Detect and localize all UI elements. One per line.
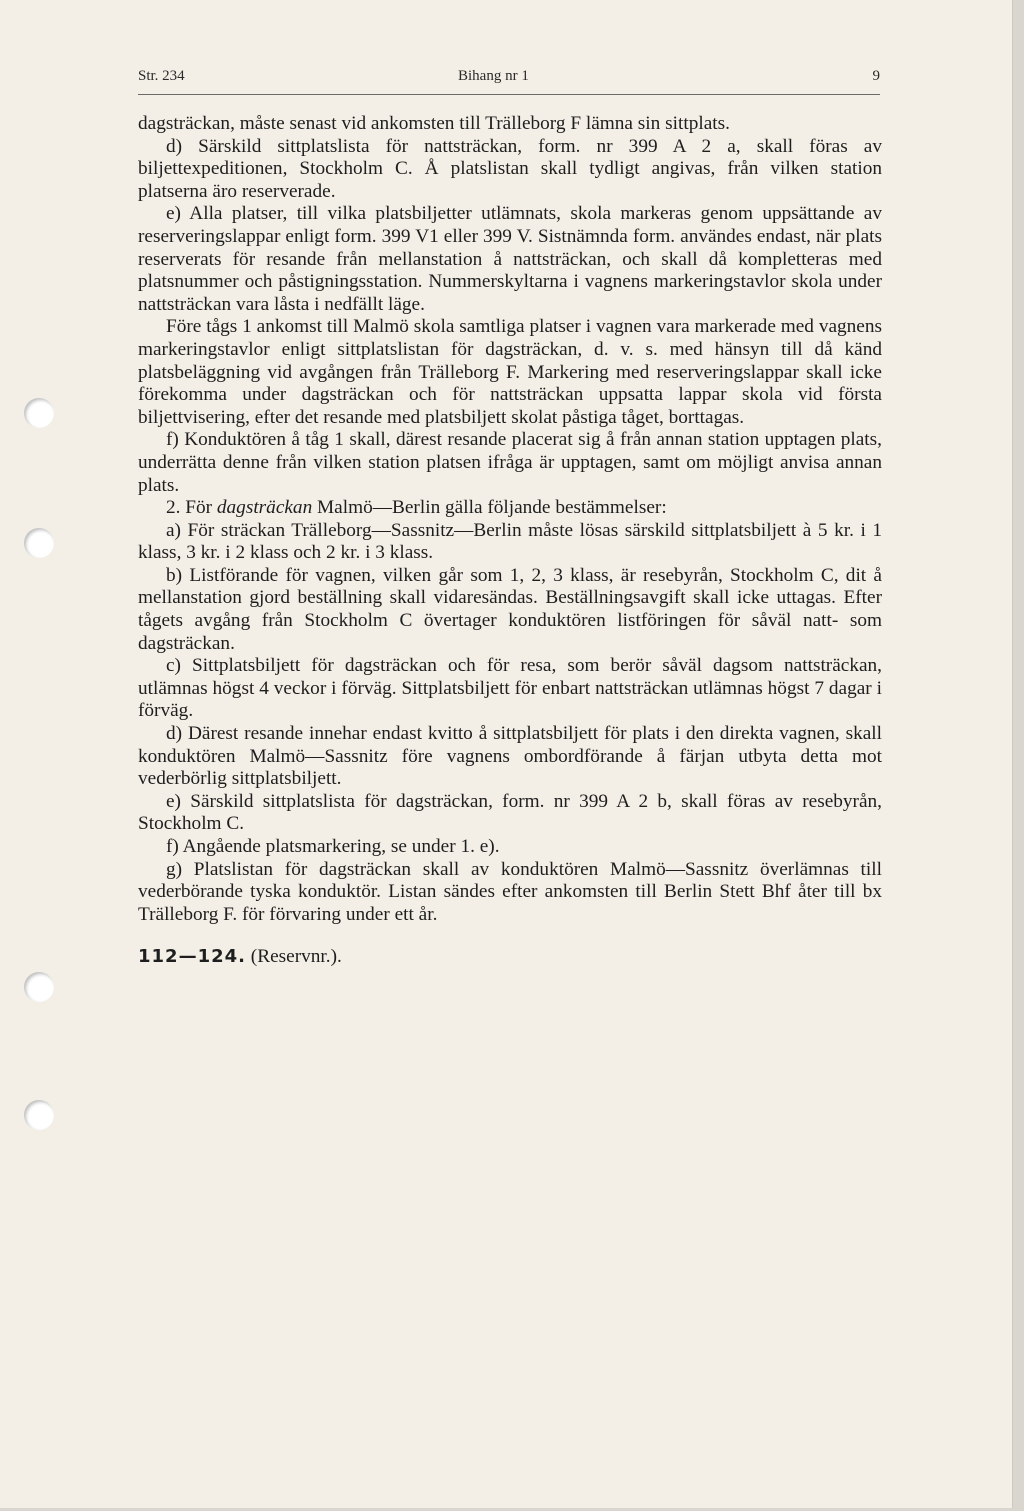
section-heading (138, 497, 882, 520)
paragraph: e) Alla platser, till vilka platsbiljetter utlämnats, skola markeras genom uppsättande av reserveringslappar enligt form. 399 V1 eller 399 V. Sistnämnda form. användes endast, när plats reserverats för resande från mellanstation å nattsträckan, och skall då kompletteras med platsnummer och påstigningsstation. Nummerskyltarna i vagnens markeringstavlor skola under nattsträckan vara låsta i nedfällt läge. (138, 203, 882, 315)
header-page-number: 9 (872, 68, 880, 84)
section-prefix: 2. För (166, 497, 217, 519)
header-title: Bihang nr 1 (458, 68, 529, 84)
paragraph: f) Konduktören å tåg 1 skall, därest resande placerat sig å från annan station upptagen plats, underrätta denne från vilken station platsen ifråga är upptagen, samt om möjligt anvisa annan plats. (138, 429, 882, 496)
paragraph: g) Platslistan för dagsträckan skall av konduktören Malmö—Sassnitz överlämnas till vederbörande tyska konduktör. Listan sändes efter ankomsten till Berlin Stett Bhf åter till bx Trälleborg F. för förvaring under ett år. (138, 858, 882, 925)
punch-hole (24, 1100, 54, 1130)
paragraph: f) Angående platsmarkering, se under 1. e). (166, 836, 500, 857)
paragraph: Före tågs 1 ankomst till Malmö skola samtliga platser i vagnen vara markerade med vagnens markeringstavlor enligt sittplatslistan för dagsträckan, d. v. s. med hänsyn till då känd platsbeläggning vid avgången från Trälleborg F. Markering med reserveringslappar skall icke förekomma under dagsträckan och för nattsträckan uppsatta lappar skola vid första biljettvisering, efter det resande med platsbiljett skolat påstiga tåget, borttagas. (138, 316, 882, 428)
paragraph: d) Särskild sittplatslista för nattsträckan, form. nr 399 A 2 a, skall föras av biljettexpeditionen, Stockholm C. Å platslistan skall tydligt angivas, från vilken station platserna äro reserverade. (138, 135, 882, 202)
footer-item-text: (Reservnr.). (245, 946, 342, 968)
paragraph: a) För sträckan Trälleborg—Sassnitz—Berlin måste lösas särskild sittplatsbiljett à 5 kr. i 1 klass, 3 kr. i 2 klass och 2 kr. i 3 klass. (138, 519, 882, 564)
footer-item-number: 112—124. (138, 946, 246, 968)
punch-hole (24, 398, 54, 428)
paragraph: dagsträckan, måste senast vid ankomsten till Trälleborg F lämna sin sittplats. (138, 113, 730, 134)
section-italic: dagsträckan (216, 497, 313, 519)
page-header (138, 68, 880, 90)
footer-item (138, 946, 882, 969)
paragraph: e) Särskild sittplatslista för dagsträckan, form. nr 399 A 2 b, skall föras av resebyrån, Stockholm C. (138, 790, 882, 835)
paragraph: d) Därest resande innehar endast kvitto å sittplatsbiljett för plats i den direkta vagnen, skall konduktören Malmö—Sassnitz före vagnens ombordförande å färjan utbyta detta mot vederbörlig sittplatsbiljett. (138, 723, 882, 790)
punch-hole (24, 972, 54, 1002)
body-text (138, 113, 882, 969)
header-page-ref: Str. 234 (138, 68, 185, 84)
section-suffix: Malmö—Berlin gälla följande bestämmelser: (312, 497, 667, 519)
paragraph: c) Sittplatsbiljett för dagsträckan och för resa, som berör såväl dagsom nattsträckan, utlämnas högst 4 veckor i förväg. Sittplatsbiljett för enbart nattsträckan utlämnas högst 7 dagar i förväg. (138, 655, 882, 722)
header-rule (138, 94, 880, 95)
paragraph: b) Listförande för vagnen, vilken går som 1, 2, 3 klass, är resebyrån, Stockholm C, dit å mellanstation gjord beställning skall vidaresändas. Beställningsavgift skall icke uttagas. Efter tågets avgång från Stockholm C övertager konduktören listföringen för såväl natt- som dagsträckan. (138, 564, 882, 654)
punch-hole (24, 528, 54, 558)
